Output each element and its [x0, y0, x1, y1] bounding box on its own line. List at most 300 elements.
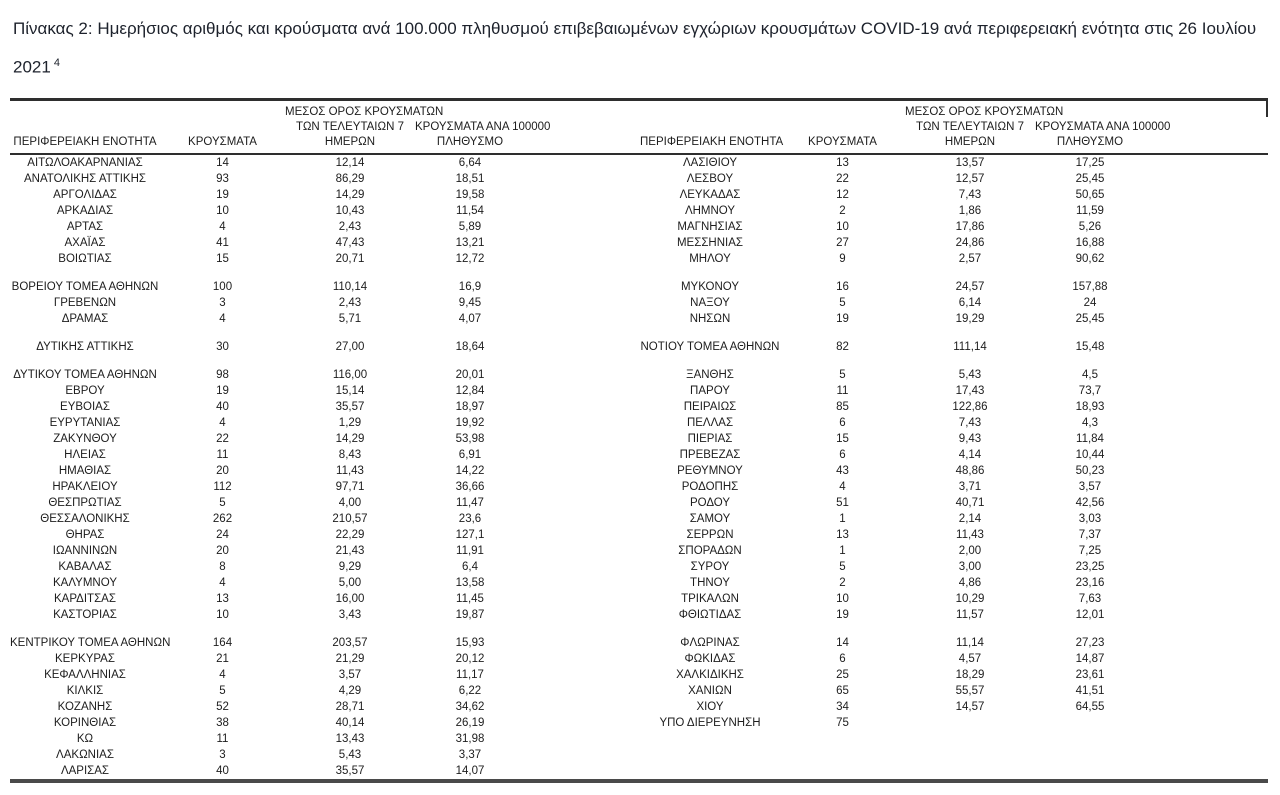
table-row — [10, 607, 1268, 623]
avg7-cell: 14,57 — [955, 700, 985, 713]
per100k-cell: 16,9 — [458, 280, 482, 293]
table-row — [10, 747, 1268, 763]
cases-cell: 6 — [839, 652, 846, 665]
per100k-cell: 3,37 — [458, 748, 482, 761]
region-cell: ΚΕΝΤΡΙΚΟΥ ΤΟΜΕΑ ΑΘΗΝΩΝ — [10, 636, 171, 649]
avg7-cell: 11,14 — [956, 636, 984, 649]
cases-cell: 4 — [219, 668, 226, 681]
gap-cell — [1145, 543, 1268, 559]
gap-cell — [1145, 339, 1268, 355]
region-cell: ΚΑΒΑΛΑΣ — [58, 560, 112, 573]
gap-cell — [1145, 559, 1268, 575]
gap-cell — [1145, 527, 1268, 543]
avg7-cell: 12,57 — [955, 172, 985, 185]
table-row — [10, 635, 1268, 651]
avg7-cell: 11,43 — [956, 528, 984, 541]
per100k-cell: 23,61 — [1075, 668, 1105, 681]
region-cell: ΕΥΒΟΙΑΣ — [60, 400, 110, 413]
avg7-cell: 14,29 — [335, 188, 365, 201]
avg7-cell: 203,57 — [332, 636, 368, 649]
cases-cell: 5 — [839, 296, 846, 309]
cases-cell: 22 — [216, 432, 229, 445]
per100k-cell: 25,45 — [1075, 172, 1105, 185]
avg7-cell: 22,29 — [335, 528, 365, 541]
region-cell: ΚΑΡΔΙΤΣΑΣ — [54, 592, 116, 605]
gap-cell — [1145, 635, 1268, 651]
table-row — [10, 495, 1268, 511]
per100k-cell: 3,57 — [1078, 480, 1102, 493]
avg7-cell: 5,43 — [958, 368, 982, 381]
col-header-cases-right — [780, 99, 905, 154]
cases-cell: 25 — [836, 668, 849, 681]
gap-cell — [525, 235, 640, 251]
region-cell: ΜΗΛΟΥ — [689, 252, 731, 265]
avg7-cell: 15,14 — [335, 384, 365, 397]
footnote-marker: 4 — [53, 57, 60, 69]
avg7-cell: 7,43 — [958, 188, 982, 201]
cases-cell: 75 — [836, 716, 849, 729]
per100k-cell: 31,98 — [455, 732, 485, 745]
avg7-cell: 3,71 — [958, 480, 982, 493]
gap-cell — [525, 295, 640, 311]
cases-cell: 41 — [216, 236, 229, 249]
table-caption-text: Πίνακας 2: Ημερήσιος αριθμός και κρούσματα ανά 100.000 πληθυσμού επιβεβαιωμένων εγχώριων κρουσμάτων COVID-19 ανά περιφερειακή ενότητα στις 26 Ιουλίου 2021 — [13, 19, 1257, 77]
table-row — [10, 479, 1268, 495]
cases-cell: 6 — [839, 416, 846, 429]
per100k-cell: 24 — [1083, 296, 1097, 309]
cases-cell — [780, 731, 905, 747]
table-row — [10, 651, 1268, 667]
region-cell: ΠΕΙΡΑΙΩΣ — [683, 400, 737, 413]
table-row — [10, 295, 1268, 311]
avg7-cell: 116,00 — [332, 368, 368, 381]
per100k-cell: 7,37 — [1078, 528, 1102, 541]
region-cell: ΧΑΝΙΩΝ — [688, 684, 732, 697]
region-cell: ΚΕΦΑΛΛΗΝΙΑΣ — [44, 668, 126, 681]
per100k-cell: 15,93 — [455, 636, 485, 649]
region-cell: ΛΕΥΚΑΔΑΣ — [679, 188, 741, 201]
per100k-cell: 23,25 — [1075, 560, 1105, 573]
region-cell — [640, 747, 780, 763]
per100k-cell: 4,07 — [458, 312, 482, 325]
per100k-cell: 6,64 — [458, 156, 482, 169]
table-row — [10, 399, 1268, 415]
table-row — [10, 763, 1268, 781]
per100k-cell — [1035, 763, 1145, 781]
avg7-cell: 19,29 — [955, 312, 985, 325]
gap-cell — [525, 339, 640, 355]
covid-cases-table — [10, 98, 1268, 783]
avg7-cell: 4,00 — [338, 496, 362, 509]
cases-cell: 19 — [216, 188, 229, 201]
region-cell: ΤΡΙΚΑΛΩΝ — [681, 592, 739, 605]
gap-cell — [525, 171, 640, 187]
region-cell: ΡΕΘΥΜΝΟΥ — [677, 464, 743, 477]
table-row — [10, 203, 1268, 219]
region-cell: ΕΥΡΥΤΑΝΙΑΣ — [49, 416, 121, 429]
gap-cell — [525, 311, 640, 327]
gap-cell — [525, 715, 640, 731]
per100k-cell: 7,25 — [1078, 544, 1102, 557]
table-row — [10, 235, 1268, 251]
region-cell: ΥΠΟ ΔΙΕΡΕΥΝΗΣΗ — [659, 716, 761, 729]
avg7-cell: 12,14 — [335, 156, 365, 169]
per100k-cell: 90,62 — [1075, 252, 1105, 265]
region-cell — [640, 763, 780, 781]
cases-cell: 9 — [839, 252, 846, 265]
gap-cell — [525, 635, 640, 651]
gap-cell — [1145, 383, 1268, 399]
table-row — [10, 527, 1268, 543]
region-cell: ΑΡΓΟΛΙΔΑΣ — [53, 188, 117, 201]
per100k-cell: 11,54 — [456, 204, 484, 217]
cases-cell: 27 — [836, 236, 849, 249]
gap-cell — [525, 447, 640, 463]
avg7-cell: 14,29 — [335, 432, 365, 445]
avg7-cell: 3,00 — [958, 560, 982, 573]
avg7-cell: 55,57 — [955, 684, 985, 697]
cases-cell: 16 — [836, 280, 849, 293]
gap-cell — [1145, 203, 1268, 219]
cases-cell: 100 — [212, 280, 233, 293]
region-cell: ΞΑΝΘΗΣ — [686, 368, 734, 381]
table-row — [10, 279, 1268, 295]
region-cell: ΗΜΑΘΙΑΣ — [58, 464, 112, 477]
spacer-cell — [10, 267, 1268, 279]
avg7-cell: 1,29 — [338, 416, 362, 429]
region-cell: ΚΕΡΚΥΡΑΣ — [55, 652, 115, 665]
table-container — [10, 98, 1268, 783]
region-cell: ΡΟΔΟΥ — [689, 496, 731, 509]
avg7-cell: 7,43 — [958, 416, 982, 429]
table-row — [10, 575, 1268, 591]
gap-cell — [1145, 171, 1268, 187]
avg7-cell: 3,43 — [338, 608, 362, 621]
cases-cell: 4 — [219, 416, 226, 429]
cases-cell: 52 — [216, 700, 229, 713]
region-cell: ΣΥΡΟΥ — [690, 560, 730, 573]
table-row — [10, 311, 1268, 327]
gap-cell — [1145, 651, 1268, 667]
region-cell: ΔΡΑΜΑΣ — [61, 312, 109, 325]
col-header-region-left — [10, 99, 160, 154]
spacer-row — [10, 623, 1268, 635]
per100k-cell: 12,72 — [455, 252, 485, 265]
region-cell: ΠΕΛΛΑΣ — [686, 416, 734, 429]
region-cell: ΚΑΛΥΜΝΟΥ — [53, 576, 117, 589]
gap-cell — [1145, 575, 1268, 591]
avg7-cell: 8,43 — [338, 448, 362, 461]
cases-cell: 1 — [839, 512, 846, 525]
per100k-cell: 25,45 — [1075, 312, 1105, 325]
gap-cell — [1145, 415, 1268, 431]
per100k-cell: 13,58 — [455, 576, 485, 589]
table-row — [10, 543, 1268, 559]
gap-cell — [525, 763, 640, 781]
avg7-cell: 35,57 — [335, 764, 365, 777]
cases-cell: 20 — [216, 544, 229, 557]
per100k-cell: 14,87 — [1075, 652, 1105, 665]
region-cell: ΔΥΤΙΚΗΣ ΑΤΤΙΚΗΣ — [36, 340, 134, 353]
region-cell: ΕΒΡΟΥ — [65, 384, 105, 397]
gap-cell — [525, 367, 640, 383]
per100k-cell: 11,47 — [456, 496, 484, 509]
gap-cell — [1145, 251, 1268, 267]
spacer-row — [10, 355, 1268, 367]
region-cell: ΓΡΕΒΕΝΩΝ — [53, 296, 117, 309]
spacer-cell — [10, 623, 1268, 635]
cases-cell: 40 — [216, 764, 229, 777]
table-row — [10, 367, 1268, 383]
avg7-cell: 18,29 — [955, 668, 985, 681]
per100k-cell: 23,16 — [1075, 576, 1105, 589]
gap-cell — [1145, 683, 1268, 699]
region-cell: ΘΕΣΣΑΛΟΝΙΚΗΣ — [40, 512, 130, 525]
cases-cell: 1 — [839, 544, 846, 557]
region-cell: ΜΑΓΝΗΣΙΑΣ — [677, 220, 743, 233]
header-row — [10, 99, 1268, 154]
spacer-cell — [10, 327, 1268, 339]
table-body — [10, 154, 1268, 781]
cases-cell: 112 — [213, 480, 232, 493]
per100k-cell: 12,84 — [455, 384, 485, 397]
col-header-region-left-label: ΠΕΡΙΦΕΡΕΙΑΚΗ ΕΝΟΤΗΤΑ — [13, 135, 157, 148]
region-cell: ΧΙΟΥ — [696, 700, 724, 713]
col-header-region-right — [640, 99, 784, 154]
avg7-cell: 210,57 — [332, 512, 368, 525]
avg7-cell: 122,86 — [952, 400, 988, 413]
avg7-cell: 9,43 — [958, 432, 982, 445]
avg7-cell: 27,00 — [335, 340, 365, 353]
avg7-cell: 48,86 — [955, 464, 985, 477]
region-cell: ΘΕΣΠΡΩΤΙΑΣ — [48, 496, 122, 509]
per100k-cell: 20,01 — [455, 368, 485, 381]
col-header-avg7-right — [905, 99, 1064, 154]
per100k-cell: 6,4 — [462, 560, 478, 573]
table-caption — [13, 11, 1265, 85]
gap-cell — [525, 527, 640, 543]
per100k-cell: 18,64 — [455, 340, 485, 353]
per100k-cell: 11,17 — [456, 668, 484, 681]
per100k-cell: 23,6 — [458, 512, 482, 525]
avg7-cell: 86,29 — [335, 172, 365, 185]
avg7-cell: 2,57 — [958, 252, 982, 265]
per100k-cell: 5,89 — [458, 220, 482, 233]
avg7-cell: 24,57 — [955, 280, 985, 293]
per100k-cell: 14,07 — [455, 764, 485, 777]
gap-cell — [1145, 511, 1268, 527]
per100k-cell: 13,21 — [455, 236, 485, 249]
per100k-cell: 11,45 — [456, 592, 484, 605]
avg7-cell: 13,57 — [955, 156, 985, 169]
table-row — [10, 171, 1268, 187]
region-cell: ΝΑΞΟΥ — [690, 296, 730, 309]
avg7-cell: 2,00 — [958, 544, 982, 557]
gap-cell — [1145, 715, 1268, 731]
gap-cell — [525, 699, 640, 715]
gap-cell — [1145, 279, 1268, 295]
gap-cell — [1145, 591, 1268, 607]
cases-cell: 11 — [216, 732, 229, 745]
table-row — [10, 511, 1268, 527]
region-cell: ΜΥΚΟΝΟΥ — [680, 280, 740, 293]
table-row — [10, 715, 1268, 731]
cases-cell: 40 — [216, 400, 229, 413]
per100k-cell: 5,26 — [1078, 220, 1102, 233]
col-header-cases-left — [160, 99, 285, 154]
col-header-cases-left-label: ΚΡΟΥΣΜΑΤΑ — [188, 135, 257, 148]
gap-cell — [525, 651, 640, 667]
table-row — [10, 383, 1268, 399]
cases-cell: 14 — [216, 156, 229, 169]
avg7-cell: 28,71 — [335, 700, 365, 713]
cases-cell — [780, 763, 905, 781]
gap-cell — [525, 399, 640, 415]
gap-cell — [1145, 731, 1268, 747]
avg7-cell: 11,43 — [336, 464, 364, 477]
region-cell: ΛΑΡΙΣΑΣ — [60, 764, 110, 777]
cases-cell: 5 — [839, 560, 846, 573]
table-row — [10, 667, 1268, 683]
gap-cell — [525, 479, 640, 495]
avg7-cell — [905, 715, 1035, 731]
avg7-cell: 47,43 — [335, 236, 365, 249]
per100k-cell: 27,23 — [1075, 636, 1105, 649]
region-cell: ΦΛΩΡΙΝΑΣ — [680, 636, 740, 649]
avg7-cell: 20,71 — [335, 252, 365, 265]
table-row — [10, 559, 1268, 575]
per100k-cell: 19,92 — [455, 416, 485, 429]
table-row — [10, 154, 1268, 171]
gap-cell — [525, 607, 640, 623]
gap-cell — [525, 559, 640, 575]
per100k-cell: 10,44 — [1075, 448, 1105, 461]
per100k-cell: 53,98 — [455, 432, 485, 445]
gap-cell — [525, 203, 640, 219]
gap-cell — [525, 251, 640, 267]
cases-cell: 5 — [219, 684, 226, 697]
cases-cell: 30 — [216, 340, 229, 353]
cases-cell: 15 — [836, 432, 849, 445]
cases-cell: 12 — [836, 188, 849, 201]
region-cell: ΑΙΤΩΛΟΑΚΑΡΝΑΝΙΑΣ — [27, 156, 143, 169]
cases-cell: 4 — [219, 576, 226, 589]
cases-cell: 4 — [219, 220, 226, 233]
col-header-avg7-left — [285, 99, 444, 154]
gap-cell — [1145, 235, 1268, 251]
region-cell: ΑΡΚΑΔΙΑΣ — [56, 204, 114, 217]
per100k-header-line2: ΠΛΗΘΥΣΜΟ — [436, 135, 504, 148]
per100k-cell: 6,22 — [458, 684, 482, 697]
avg7-cell: 4,86 — [958, 576, 982, 589]
table-row — [10, 251, 1268, 267]
cases-cell: 15 — [216, 252, 229, 265]
per100k-cell: 17,25 — [1075, 156, 1105, 169]
gap-cell — [525, 415, 640, 431]
cases-cell: 82 — [836, 340, 849, 353]
cases-cell: 13 — [216, 592, 229, 605]
table-row — [10, 339, 1268, 355]
per100k-cell: 36,66 — [455, 480, 485, 493]
table-row — [10, 219, 1268, 235]
corner-tick — [1266, 98, 1268, 117]
cases-cell: 5 — [839, 368, 846, 381]
per100k-cell: 9,45 — [458, 296, 482, 309]
cases-cell — [780, 747, 905, 763]
region-cell: ΤΗΝΟΥ — [690, 576, 730, 589]
avg7-cell: 2,14 — [958, 512, 982, 525]
gap-cell — [525, 463, 640, 479]
region-cell: ΗΛΕΙΑΣ — [64, 448, 106, 461]
region-cell: ΝΟΤΙΟΥ ΤΟΜΕΑ ΑΘΗΝΩΝ — [640, 340, 780, 353]
per100k-cell: 19,87 — [455, 608, 485, 621]
avg7-cell: 97,71 — [335, 480, 365, 493]
cases-cell: 24 — [216, 528, 229, 541]
region-cell: ΚΩ — [76, 732, 94, 745]
region-cell: ΚΟΡΙΝΘΙΑΣ — [53, 716, 117, 729]
per100k-cell: 16,88 — [1075, 236, 1105, 249]
cases-cell: 19 — [216, 384, 229, 397]
cases-cell: 11 — [216, 448, 229, 461]
avg7-cell: 13,43 — [335, 732, 365, 745]
avg7-cell: 5,71 — [338, 312, 362, 325]
per100k-header-line2: ΠΛΗΘΥΣΜΟ — [1056, 135, 1124, 148]
region-cell: ΒΟΡΕΙΟΥ ΤΟΜΕΑ ΑΘΗΝΩΝ — [11, 280, 159, 293]
region-cell: ΑΝΑΤΟΛΙΚΗΣ ΑΤΤΙΚΗΣ — [23, 172, 146, 185]
spacer-cell — [10, 355, 1268, 367]
per100k-cell: 34,62 — [455, 700, 485, 713]
region-cell: ΛΑΚΩΝΙΑΣ — [56, 748, 114, 761]
gap-cell — [525, 279, 640, 295]
region-cell: ΛΕΣΒΟΥ — [686, 172, 734, 185]
avg7-cell: 10,43 — [335, 204, 365, 217]
gap-cell — [525, 511, 640, 527]
cases-cell: 4 — [219, 312, 226, 325]
avg7-cell: 111,14 — [953, 340, 987, 353]
per100k-cell: 7,63 — [1078, 592, 1102, 605]
per100k-cell: 11,84 — [1076, 432, 1104, 445]
avg7-header-line2: ΤΩΝ ΤΕΛΕΥΤΑΙΩΝ 7 — [916, 120, 1024, 133]
gap-cell — [1145, 399, 1268, 415]
cases-cell: 2 — [839, 204, 846, 217]
gap-cell — [525, 667, 640, 683]
per100k-header-line1: ΚΡΟΥΣΜΑΤΑ ΑΝΑ 100000 — [1035, 120, 1171, 133]
cases-cell: 5 — [219, 496, 226, 509]
per100k-cell: 50,65 — [1075, 188, 1105, 201]
cases-cell: 19 — [836, 608, 849, 621]
gap-cell — [1145, 154, 1268, 171]
gap-cell — [1145, 311, 1268, 327]
region-cell: ΔΥΤΙΚΟΥ ΤΟΜΕΑ ΑΘΗΝΩΝ — [13, 368, 157, 381]
avg7-cell: 17,86 — [955, 220, 985, 233]
cases-cell: 10 — [836, 592, 849, 605]
cases-cell: 6 — [839, 448, 846, 461]
avg7-cell: 2,43 — [338, 220, 362, 233]
table-row — [10, 683, 1268, 699]
per100k-cell — [1035, 747, 1145, 763]
per100k-header-line1: ΚΡΟΥΣΜΑΤΑ ΑΝΑ 100000 — [415, 120, 551, 133]
cases-cell: 85 — [836, 400, 849, 413]
avg7-cell: 5,43 — [338, 748, 362, 761]
region-cell: ΠΡΕΒΕΖΑΣ — [679, 448, 741, 461]
avg7-header-line3: ΗΜΕΡΩΝ — [944, 135, 996, 148]
gap-cell — [525, 591, 640, 607]
avg7-header-line1: ΜΕΣΟΣ ΟΡΟΣ ΚΡΟΥΣΜΑΤΩΝ — [285, 105, 444, 118]
gap-cell — [525, 187, 640, 203]
cases-cell: 43 — [836, 464, 849, 477]
per100k-cell: 41,51 — [1075, 684, 1105, 697]
region-cell: ΛΑΣΙΘΙΟΥ — [682, 156, 738, 169]
